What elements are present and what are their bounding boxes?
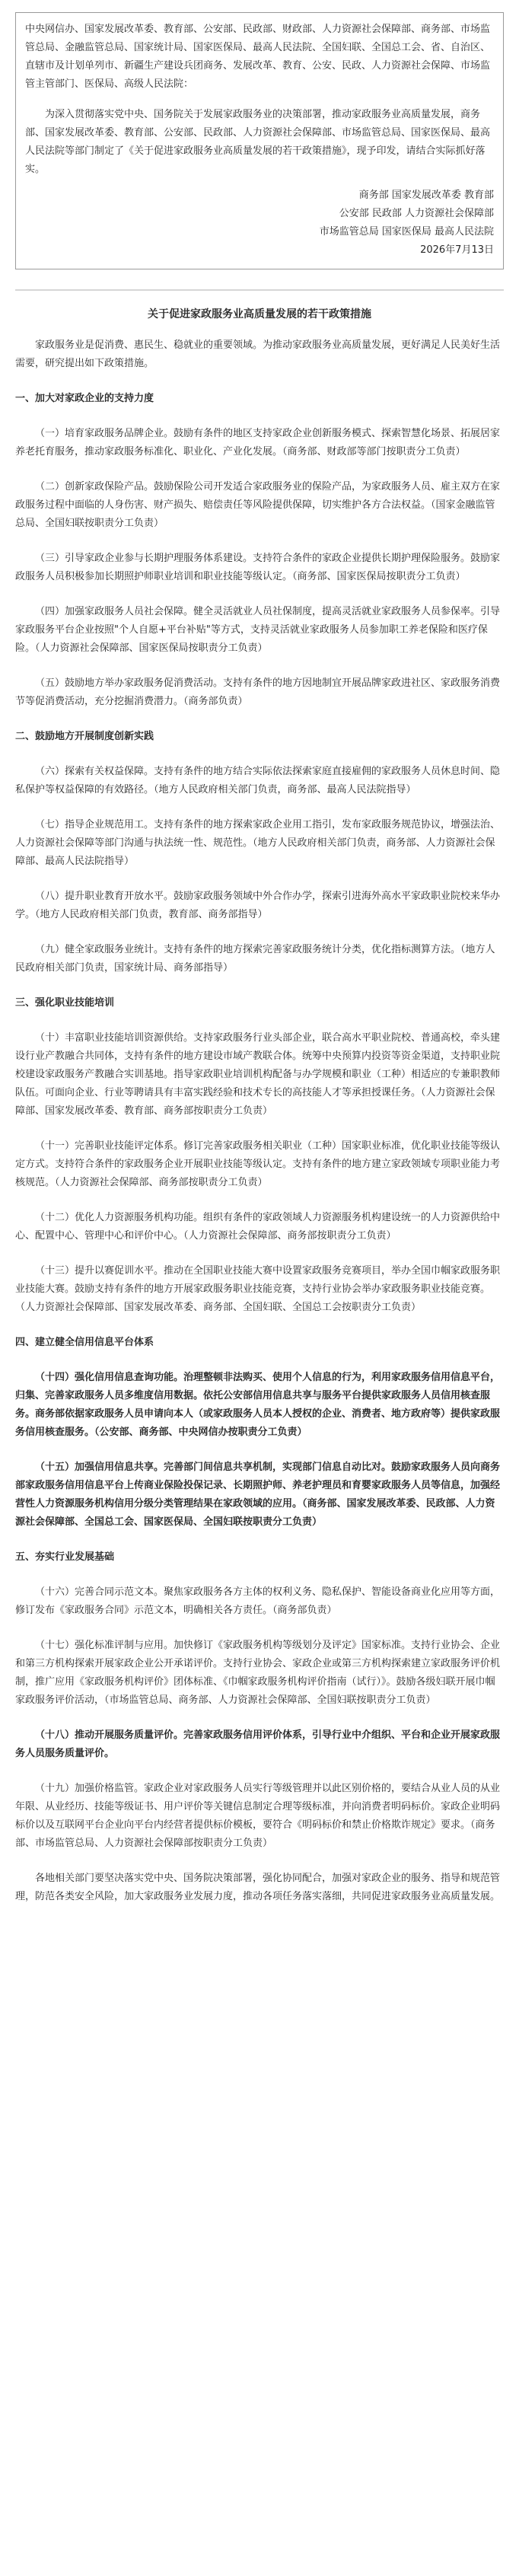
policy-item: （十五）加强信用信息共享。完善部门间信息共享机制，实现部门信息自动比对。鼓励家政服务人员向商务部家政服务信用信息平台上传商业保险投保记录、长期照护师、养老护理员和育婴家政服务人员等信息，加强经营性人力资源服务机构信用分级分类管理结果在家政领域的应用。（商务部、国家发展改革委、民政部、人力资源社会保障部、全国总工会、国家医保局、全国妇联按职责分工负责） [15, 1462, 501, 1528]
policy-item: （四）加强家政服务人员社会保障。健全灵活就业人员社保制度，提高灵活就业家政服务人员参保率。引导家政服务平台企业按照"个人自愿+平台补贴"等方式，支持灵活就业家政服务人员参加职工养老保险和医疗保险。（人力资源社会保障部、国家医保局按职责分工负责） [15, 606, 501, 654]
section-heading: 二、鼓励地方开展制度创新实践 [15, 731, 154, 742]
policy-item: （十二）优化人力资源服务机构功能。组织有条件的家政领域人力资源服务机构建设统一的人力资源供给中心、配置中心、管理中心和评价中心。（人力资源社会保障部、商务部按职责分工负责） [15, 1212, 501, 1242]
notice-date: 2026年7月13日 [420, 244, 494, 256]
policy-item: （十八）推动开展服务质量评价。完善家政服务信用评价体系，引导行业中介组织、平台和企业开展家政服务人员服务质量评价。 [15, 1730, 501, 1759]
section-heading: 三、强化职业技能培训 [15, 997, 115, 1009]
policy-item: （十六）完善合同示范文本。聚焦家政服务各方主体的权利义务、隐私保护、智能设备商业化应用等方面，修订发布《家政服务合同》示范文本，明确相关各方责任。（商务部负责） [15, 1586, 501, 1616]
policy-item: （一）培育家政服务品牌企业。鼓励有条件的地区支持家政企业创新服务模式、探索智慧化场景、拓展居家养老托育服务，推动家政服务标准化、职业化、产业化发展。（商务部、财政部等部门按职责分工负责） [15, 428, 501, 457]
notice-recipients: 中央网信办、国家发展改革委、教育部、公安部、民政部、财政部、人力资源社会保障部、商务部、市场监管总局、金融监管总局、国家统计局、国家医保局、最高人民法院、全国妇联、全国总工会、省、自治区、直辖市及计划单列市、新疆生产建设兵团商务、发展改革、教育、公安、民政、人力资源社会保障、市场监管主管部门、医保局、高级人民法院： [25, 24, 491, 90]
signature-line-1: 商务部 国家发展改革委 教育部 [358, 190, 494, 201]
signature-line-3: 市场监管总局 国家医保局 最高人民法院 [319, 226, 494, 238]
document-intro: 家政服务业是促消费、惠民生、稳就业的重要领域。为推动家政服务业高质量发展，更好满足人民美好生活需要，研究提出如下政策措施。 [15, 340, 501, 369]
policy-item: （九）健全家政服务业统计。支持有条件的地方探索完善家政服务统计分类，优化指标测算方法。（地方人民政府相关部门负责，国家统计局、商务部指导） [15, 944, 495, 974]
policy-item: （十三）提升以赛促训水平。推动在全国职业技能大赛中设置家政服务竞赛项目，举办全国巾帼家政服务职业技能大赛。鼓励支持有条件的地方开展家政服务职业技能竞赛，支持行业协会举办家政服务职业技能竞赛。（人力资源社会保障部、国家发展改革委、商务部、全国妇联、全国总工会按职责分工负责） [15, 1265, 501, 1313]
policy-item: （十一）完善职业技能评定体系。修订完善家政服务相关职业（工种）国家职业标准，优化职业技能等级认定方式。支持符合条件的家政服务企业开展职业技能等级认定。支持有条件的地方建立家政领域专项职业能力考核规范。（人力资源社会保障部、商务部按职责分工负责） [15, 1140, 501, 1188]
policy-item: （十四）强化信用信息查询功能。治理整顿非法购买、使用个人信息的行为，利用家政服务信用信息平台，归集、完善家政服务人员多维度信用数据。依托公安部信用信息共享与服务平台提供家政服务人员信用核查服务。商务部依据家政服务人员申请向本人（或家政服务人员本人授权的企业、消费者、地方政府等）提供家政服务信用核查服务。（公安部、商务部、中央网信办按职责分工负责） [15, 1372, 501, 1438]
policy-item: （六）探索有关权益保障。支持有条件的地方结合实际依法探索家庭直接雇佣的家政服务人员休息时间、隐私保护等权益保障的有效路径。（地方人民政府相关部门负责，商务部、最高人民法院指导） [15, 766, 501, 795]
document-title: 关于促进家政服务业高质量发展的若干政策措施 [148, 308, 371, 320]
document-sections [15, 390, 504, 1853]
policy-item: （五）鼓励地方举办家政服务促消费活动。支持有条件的地方因地制宜开展品牌家政进社区、家政服务消费节等促消费活动，充分挖掘消费潜力。（商务部负责） [15, 677, 501, 707]
policy-item: （十七）强化标准评制与应用。加快修订《家政服务机构等级划分及评定》国家标准。支持行业协会、企业和第三方机构探索开展家政企业公开承诺评价。支持行业协会、家政企业或第三方机构探索建立家政服务评价机制，推广应用《家政服务机构评价》团体标准、《巾帼家政服务机构评价指南（试行）》。鼓励各级妇联开展巾帼家政服务评价活动，（市场监管总局、商务部、人力资源社会保障部、全国妇联按职责分工负责） [15, 1640, 501, 1706]
signature-line-2: 公安部 民政部 人力资源社会保障部 [339, 208, 494, 219]
section-heading: 一、加大对家政企业的支持力度 [15, 393, 154, 404]
notice-signature [25, 187, 494, 260]
section-divider [15, 289, 504, 291]
notice-body: 为深入贯彻落实党中央、国务院关于发展家政服务业的决策部署，推动家政服务业高质量发展，商务部、国家发展改革委、教育部、公安部、民政部、人力资源社会保障部、市场监管总局、国家医保局、最高人民法院等部门制定了《关于促进家政服务业高质量发展的若干政策措施》，现予印发，请结合实际抓好落实。 [25, 109, 491, 175]
policy-item: （七）指导企业规范用工。支持有条件的地方探索家政企业用工指引，发布家政服务规范协议，增强法治、人力资源社会保障等部门沟通与执法统一性、规范性。（地方人民政府相关部门负责，商务部、人力资源社会保障部、最高人民法院指导） [15, 819, 501, 867]
notice-box [15, 12, 504, 269]
section-heading: 五、夯实行业发展基础 [15, 1551, 115, 1563]
policy-item: （二）创新家政保险产品。鼓励保险公司开发适合家政服务业的保险产品，为家政服务人员、雇主双方在家政服务过程中面临的人身伤害、财产损失、赔偿责任等风险提供保障，切实维护各方合法权益。（国家金融监管总局、全国妇联按职责分工负责） [15, 481, 501, 529]
policy-item: （八）提升职业教育开放水平。鼓励家政服务领域中外合作办学，探索引进海外高水平家政职业院校来华办学。（地方人民政府相关部门负责，教育部、商务部指导） [15, 891, 501, 920]
policy-item: （十九）加强价格监管。家政企业对家政服务人员实行等级管理并以此区别价格的，要结合从业人员的从业年限、从业经历、技能等级证书、用户评价等关键信息制定合理等级标准，并向消费者明码标价。家政企业明码标价以及互联网平台企业向平台内经营者提供标价模板，要符合《明码标价和禁止价格欺诈规定》要求。（商务部、市场监管总局、人力资源社会保障部按职责分工负责） [15, 1783, 501, 1849]
policy-item: （三）引导家政企业参与长期护理服务体系建设。支持符合条件的家政企业提供长期护理保险服务。鼓励家政服务人员积极参加长期照护师职业培训和职业技能等级认定。（商务部、国家医保局按职责分工负责） [15, 553, 501, 582]
section-heading: 四、建立健全信用信息平台体系 [15, 1337, 154, 1348]
policy-item: （十）丰富职业技能培训资源供给。支持家政服务行业头部企业，联合高水平职业院校、普通高校，牵头建设行业产教融合共同体，支持有条件的地方建设市域产教联合体。统筹中央预算内投资等资金渠道，支持职业院校建设家政服务产教融合实训基地。指导家政职业培训机构配备与办学规模和职业（工种）相适应的专兼职教师队伍。可面向企业、行业等聘请具有丰富实践经验和技术专长的高技能人才等承担授课任务。（人力资源社会保障部、国家发展改革委、教育部、商务部按职责分工负责） [15, 1032, 501, 1117]
document-closing: 各地相关部门要坚决落实党中央、国务院决策部署，强化协同配合，加强对家政企业的服务、指导和规范管理，防范各类安全风险，加大家政服务业发展力度，推动各项任务落实落细，共同促进家政服务业高质量发展。 [15, 1873, 501, 1902]
